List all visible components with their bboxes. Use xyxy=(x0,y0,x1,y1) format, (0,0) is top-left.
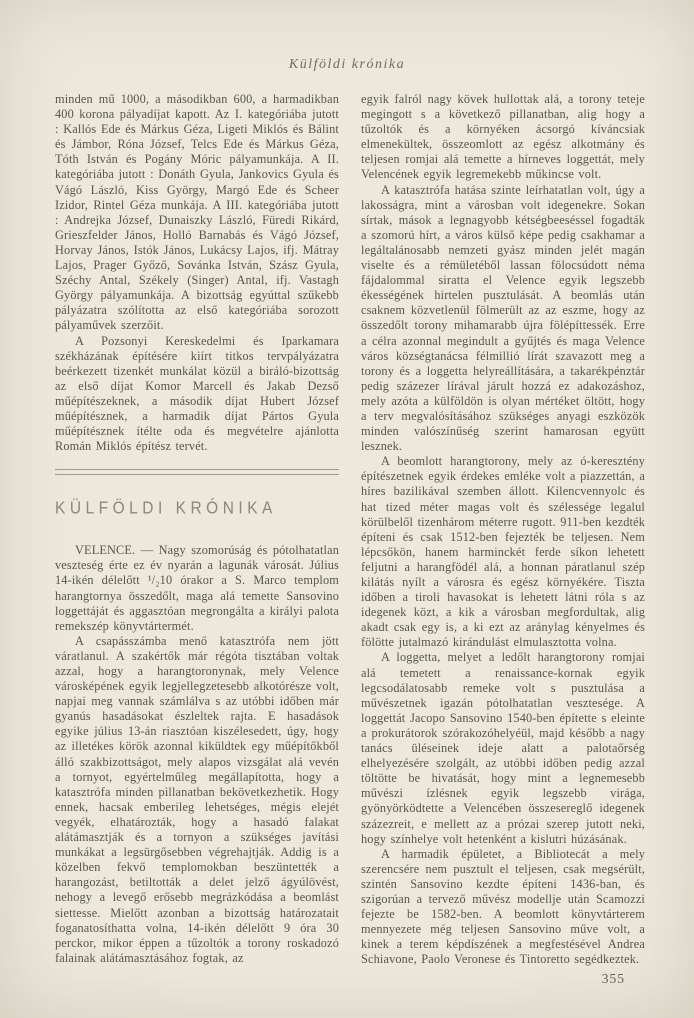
divider-rule-top xyxy=(55,469,339,470)
paragraph-velence-lead: VELENCE. — Nagy szomorúság és pótolhatatlan veszteség érte ez év nyarán a lagunák városát. Július 14-ikén délelőtt ¹/₂10 órakor a S. Marco templom harangtornya összedőlt, maga alá temette Sansovino loggettáját és aggasztóan megrongálta a királyi palota remekszép könyvtártermét. xyxy=(55,543,339,633)
page-number: 355 xyxy=(601,971,625,986)
left-column xyxy=(55,92,339,967)
running-head: Külföldi krónika xyxy=(288,57,406,72)
paragraph-competition-results: minden mű 1000, a másodikban 600, a harmadikban 400 korona pályadíjat kapott. Az I. kategóriába jutott : Kallós Ede és Márkus Géza, Ligeti Miklós és Bálint és Jámbor, Róna József, Telcs Ede és Márkus Géza, Tóth István és Pogány Móric pályamunkája. A II. kategóriába jutott : Donáth Gyula, Jankovics Gyula és Vágó László, Kiss György, Margó Ede és Scheer Izidor, Rintel Géza munkája. A III. kategóriába jutott : Andrejka József, Dunaiszky László, Füredi Rikárd, Grieszfelder János, Holló Barnabás és Vágó József, Horvay János, Istók János, Lukácsy Lajos, ifj. Mátray Lajos, Prager Győző, Sovánka István, Szász Gyula, Széchy Antal, Székely (Singer) Antal, ifj. Vastagh György pályamunkája. A bizottság egyúttal szűkebb pályázatra szólította az első kategóriába sorozott pályaművek szerzőit. xyxy=(55,92,339,333)
paragraph-aftermath: A katasztrófa hatása szinte leírhatatlan volt, úgy a lakosságra, mint a városban volt idegenekre. Sokan sírtak, mások a legnagyobb kétségbeeséssel fogadták a szomorú hírt, a város külső képe pedig csakhamar a legáltalánosabb nemzeti gyász minden jelét magán viselte és a rémületéből lassan fölocsúdott néma fájdalommal siratta el Velence egyik legszebb ékességének hirtelen pusztulását. A beomlás után csaknem közvetlenül fölmerült az az eszme, hogy az összedőlt torony mihamarabb újra fölépíttessék. Erre a célra azonnal megindult a gyűjtés és maga Velence város községtanácsa félmillió lírát szavazott meg a torony és a loggetta helyreállítására, a takarékpénztár pedig százezer lírával járult hozzá ez adakozáshoz, mely azóta a külföldön is olyan mértéket öltött, hogy a terv megvalósításához szükséges anyagi eszközök minden valószínűség szerint hamarosan együtt lesznek. xyxy=(361,182,645,454)
section-divider xyxy=(55,469,339,475)
paragraph-catastrophe: A csapásszámba menő katasztrófa nem jött váratlanul. A szakértők már régóta tisztában voltak azzal, hogy a harangtoronynak, mely Velence városképének egyik legjellegzetesebb alkotórésze volt, napjai meg vannak számlálva s az utóbbi időben már gyanús hasadásokat észleltek rajta. E hasadások egyike július 13-án riasztóan kiszélesedett, úgy, hogy az illetékes körök azonnal kiküldtek egy műépítőkből álló szakbizottságot, mely alapos vizsgálat alá vevén a tornyot, egyértelműleg megállapította, hogy a katasztrófa minden pillanatban bekövetkezhetik. Hogy ennek, hacsak emberileg lehetséges, mégis elejét vegyék, elhatározták, hogy a hasadó falakat alátámasztják és a tornyon a szükséges javítási munkákat a legsürgősebben végrehajtják. Addig is a közelben fekvő templomokban beszüntették a harangozást, betiltották a delet jelző ágyúlövést, nehogy a levegő erősebb megrázkódása a beomlást siettesse. Mielőtt azonban a bizottság határozatait foganatosíthatta volna, 14-ikén délelőtt 9 óra 30 perckor, mikor éppen a tűzoltók a torony roskadozó falainak alátámasztásához fogtak, az xyxy=(55,633,339,965)
paragraph-pozsony-chamber: A Pozsonyi Kereskedelmi és Iparkamara székházának építésére kiírt titkos tervpályázatra beérkezett tizenkét munkálat közül a biráló-bizottság az első díjat Komor Marcell és Jakab Dezső műépítészeknek, a második díjat Hubert József műépítésznek, a harmadik díjat Pártos Gyula műépítésznek ítélte oda és megvételre ajánlotta Román Miklós építész tervét. xyxy=(55,333,339,454)
paragraph-collapse: egyik falról nagy kövek hullottak alá, a torony teteje megingott s a következő pillanatban, alig hogy a tűzoltók és a környéken ácsorgó kíváncsiak elmenekültek, összeomlott az egész alkotmány és teljesen romjai alá temette a hírneves loggettát, mely Velencének egyik legremekebb műkincse volt. xyxy=(361,92,645,182)
paragraph-biblioteca: A harmadik épületet, a Bibliotecát a mely szerencsére nem pusztult el teljesen, csak megsérült, szintén Sansovino kezdte építeni 1436-ban, és szigorúan a tervező művész modellje után Scamozzi fejezte be 1582-ben. A beomlott könyvtárterem mennyezete még teljesen Sansovino műve volt, a kinek a terem képdíszének a megfestésével Andrea Schiavone, Paolo Veronese és Tintoretto segédkeztek. xyxy=(361,846,645,967)
text-columns xyxy=(55,92,645,967)
paragraph-loggetta: A loggetta, melyet a ledőlt harangtorony romjai alá temetett a renaissance-kornak egyik legcsodálatosabb remeke volt s pusztulása a művészetnek igazán pótolhatatlan vesztesége. A loggettát Jacopo Sansovino 1540-ben építette s eleinte a prokurátorok szórakozóhelyéül, majd később a nagy tanács üléseinek ideje alatt a palotaőrség elhelyezésére szolgált, az utóbbi időben pedig azzal töltötte be hivatását, hogy mint a legnemesebb művészi ízlésnek egyik legszebb virága, gyönyörködtette a Velencében összesereglő idegenek százezreit, e mellett az a prózai szerep jutott neki, hogy színhelye volt hetenként a kislutri húzásának. xyxy=(361,650,645,846)
divider-rule-bottom xyxy=(55,474,339,475)
paragraph-tower-history: A beomlott harangtorony, mely az ó-keresztény építészetnek egyik érdekes emléke volt a piazzettán, a híres bazilikával szemben állott. Kilencvennyolc és hat tized méter magas volt és szélessége legalul körülbelől tizenhárom méterre rugott. 911-ben kezdték építeni és csak 1512-ben fejezték be teljesen. Nem lépcsőkön, hanem harminckét ferde síkon lehetett feljutni a harangfödél alá, a honnan páratlanul szép kilátás nyílt a városra és egész környékére. Tiszta időben a tiroli havasokat is lehetett látni róla s az idegenek közt, a kik a városban megfordultak, alig akadt csak egy is, a ki ezt az aránylag kényelmes és fölötte jutalmazó kirándulást elmulasztotta volna. xyxy=(361,454,645,650)
section-heading: KÜLFÖLDI KRÓNIKA xyxy=(55,499,277,519)
right-column xyxy=(361,92,645,967)
